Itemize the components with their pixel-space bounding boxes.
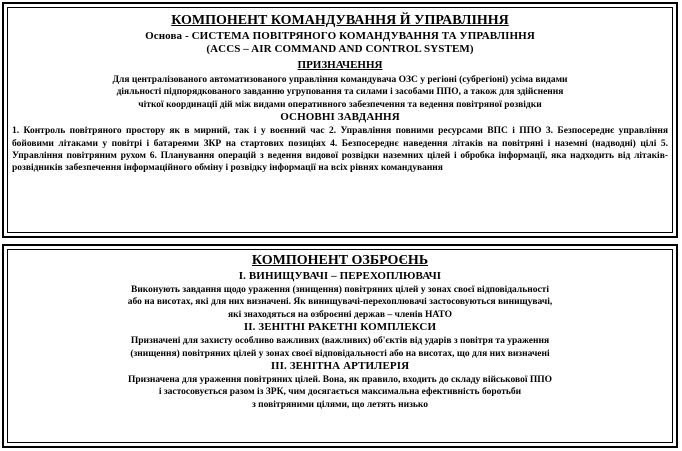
weapons-component-title: КОМПОНЕНТ ОЗБРОЄНЬ [251, 253, 429, 268]
anti-aircraft-artillery-heading: ІІІ. ЗЕНІТНА АРТИЛЕРІЯ [270, 360, 410, 373]
sam-systems-text [8, 335, 672, 360]
anti-aircraft-artillery-text [8, 374, 672, 411]
sam-systems-heading: ІІ. ЗЕНІТНІ РАКЕТНІ КОМПЛЕКСИ [243, 321, 437, 334]
sam-systems-line: Призначені для захисту особливо важливих (важливих) об'єктів від ударів з повітря та ураження [130, 336, 550, 347]
sam-systems-line: (знищення) повітряних цілей у зонах своєї відповідальності або на висотах, що для них визначені [130, 348, 550, 359]
command-component-panel [2, 2, 678, 238]
command-component-title: КОМПОНЕНТ КОМАНДУВАННЯ Й УПРАВЛІННЯ [171, 13, 509, 28]
anti-aircraft-artillery-line: і застосовується разом із ЗРК, чим досягається максимальна ефективність боротьби [158, 387, 522, 398]
main-tasks-heading: ОСНОВНІ ЗАВДАННЯ [280, 111, 400, 124]
weapons-component-panel [2, 244, 678, 448]
anti-aircraft-artillery-line: з повітряними цілями, що летять низько [251, 399, 429, 410]
interceptors-line: які знаходяться на озброєнні держав – членів НАТО [227, 309, 453, 320]
anti-aircraft-artillery-line: Призначена для ураження повітряних цілей. Вона, як правило, входить до складу військової ППО [127, 375, 553, 386]
command-basis-line-1: Основа - СИСТЕМА ПОВІТРЯНОГО КОМАНДУВАННЯ ТА УПРАВЛІННЯ [145, 30, 535, 42]
main-tasks-text: 1. Контроль повітряного простору як в мирний, так і у воєнний час 2. Управління повними ресурсами ВПС і ППО 3. Безпосереднє управління бойовими літаками у повітрі і батареями ЗКР на стартових позиціях 4. Безпосереднє наведення літаків на повітряні і наземні (надводні) цілі 5. Управління повітряним рухом 6. Планування операцій з ведення видової розвідки наземних цілей і обробка інформації, яка надходить від літаків-розвідників забезпечення інформаційного обміну і розвідку інформації на всіх рівнях командування [12, 126, 668, 174]
interceptors-line: Виконують завдання щодо ураження (знищення) повітряних цілей у зонах своєї відповідальності [130, 285, 549, 295]
command-component-inner-frame [7, 7, 673, 233]
interceptors-line: або на висотах, які для них визначені. Як винищувачі-перехоплювачі застосовуються винищувачі, [127, 297, 553, 308]
purpose-line: чіткої координації дій між видами оперативного забезпечення та ведення повітряної розвідки [138, 99, 542, 110]
purpose-line: Для централізованого автоматизованого управління командувача ОЗС у регіоні (субрегіоні) усіма видами [112, 75, 568, 85]
interceptors-heading: І. ВИНИЩУВАЧІ – ПЕРЕХОПЛЮВАЧІ [238, 270, 442, 282]
purpose-heading: ПРИЗНАЧЕННЯ [297, 59, 383, 71]
command-basis-line-2: (ACCS – AIR COMMAND AND CONTROL SYSTEM) [206, 43, 474, 55]
weapons-component-inner-frame [7, 249, 673, 443]
interceptors-text [8, 284, 672, 321]
purpose-line: діяльності підпорядкованого завданню угруповання та силами і засобами ППО, а також для здійснення [116, 87, 564, 98]
purpose-text [8, 74, 672, 111]
